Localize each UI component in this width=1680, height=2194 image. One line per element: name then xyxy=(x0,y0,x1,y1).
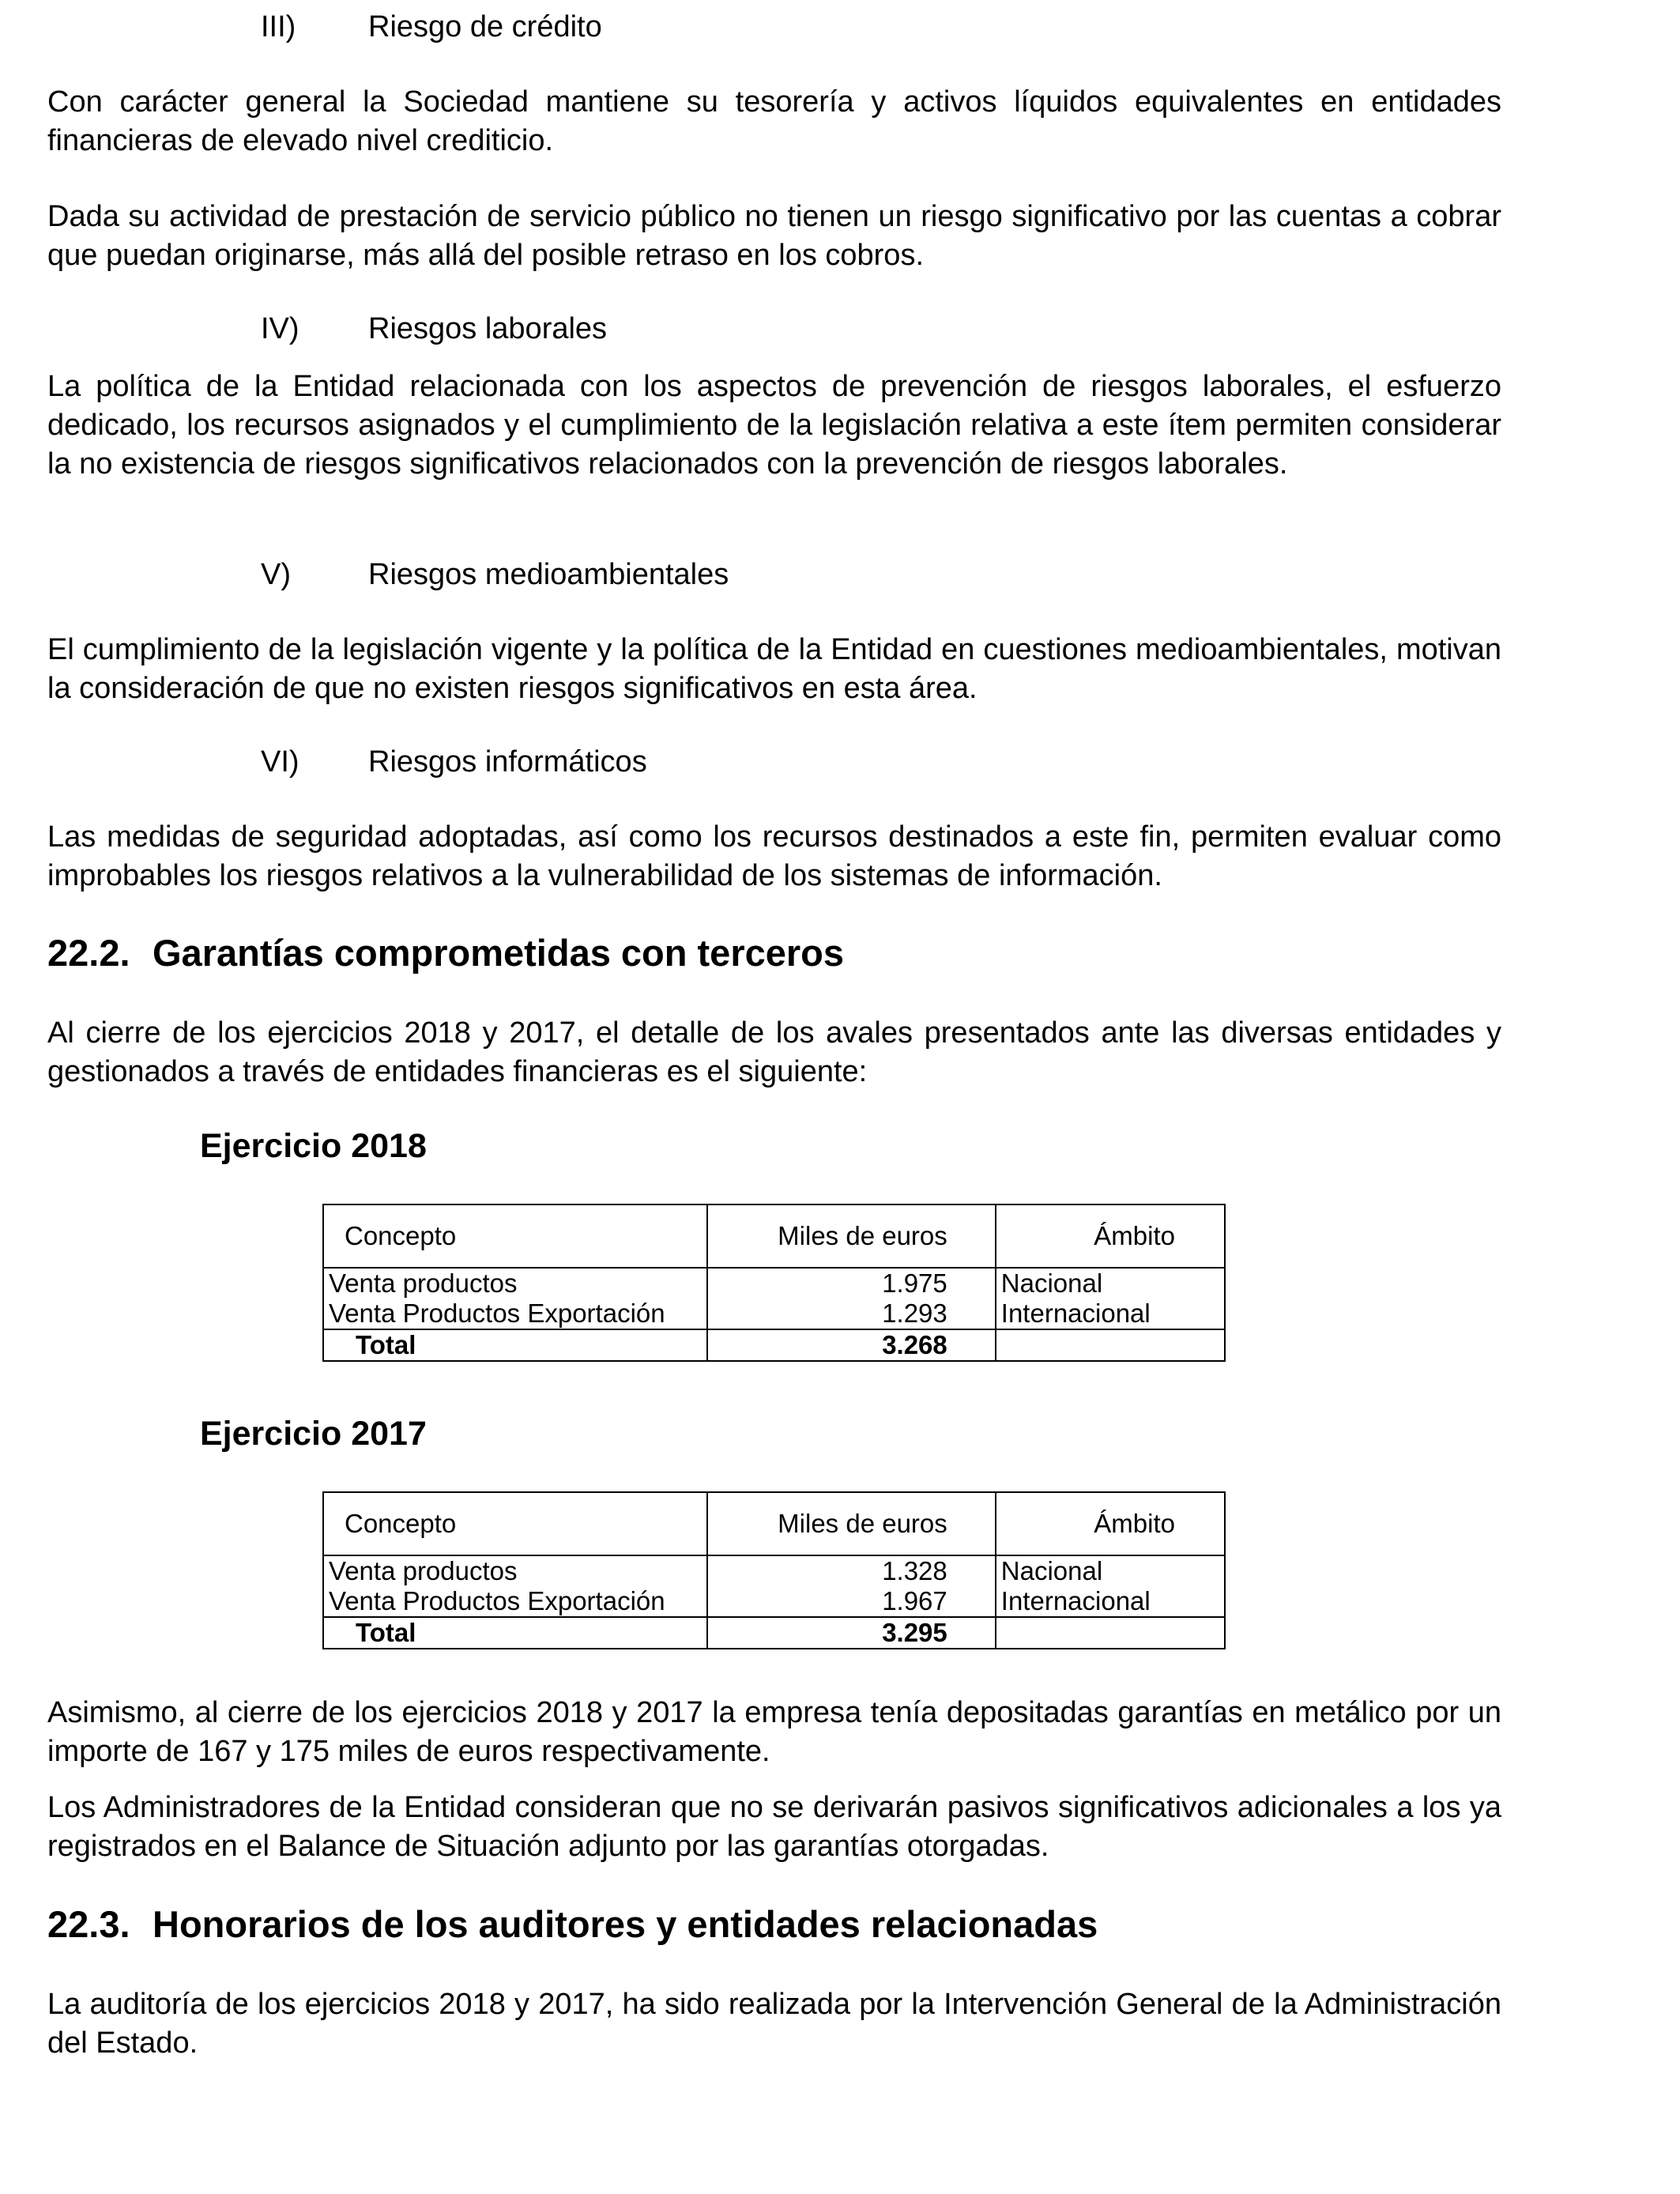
subsection-heading-labor-risk xyxy=(261,310,607,349)
year-heading-2018: Ejercicio 2018 xyxy=(200,1127,427,1165)
paragraph-auditors: La auditoría de los ejercicios 2018 y 2017, ha sido realizada por la Intervención General de la Administración del Estado. xyxy=(47,1988,1501,2060)
table-header-row xyxy=(323,1492,1225,1555)
scope-cell xyxy=(996,1268,1225,1329)
total-scope-empty xyxy=(996,1329,1225,1361)
section-number: 22.2. xyxy=(47,932,130,974)
total-scope-empty xyxy=(996,1617,1225,1649)
concept-value: Venta Productos Exportación xyxy=(329,1586,665,1615)
table-total-row xyxy=(323,1617,1225,1649)
paragraph-credit-1: Con carácter general la Sociedad mantiene su tesorería y activos líquidos equivalentes en entidades financieras de elevado nivel crediticio. xyxy=(47,85,1501,157)
section-title: Garantías comprometidas con terceros xyxy=(153,932,845,974)
paragraph-labor: La política de la Entidad relacionada con los aspectos de prevención de riesgos laborales, el esfuerzo dedicado, los recursos asignados y el cumplimiento de la legislación relativa a este ítem permiten considerar la no existencia de riesgos significativos relacionados con la prevención de riesgos laborales. xyxy=(47,370,1501,481)
subsection-number: VI) xyxy=(261,745,299,778)
total-amount: 3.268 xyxy=(707,1329,996,1361)
subsection-heading-environment-risk xyxy=(261,556,729,594)
amount-cell xyxy=(707,1555,996,1617)
table-header-row xyxy=(323,1204,1225,1268)
subsection-number: III) xyxy=(261,10,296,43)
table-row xyxy=(323,1268,1225,1329)
column-header-concept: Concepto xyxy=(323,1492,707,1555)
subsection-heading-credit-risk xyxy=(261,8,602,47)
concept-value: Venta productos xyxy=(329,1269,518,1298)
guarantees-table-2018 xyxy=(322,1204,1226,1362)
paragraph-guarantees-intro: Al cierre de los ejercicios 2018 y 2017, el detalle de los avales presentados ante las diversas entidades y gestionados a través de entidades financieras es el siguiente: xyxy=(47,1016,1501,1088)
scope-value: Internacional xyxy=(1000,1586,1151,1615)
scope-value: Nacional xyxy=(1000,1556,1103,1585)
scope-value: Nacional xyxy=(1000,1269,1103,1298)
concept-cell xyxy=(323,1555,707,1617)
paragraph-liabilities: Los Administradores de la Entidad consideran que no se derivarán pasivos significativos adicionales a los ya registrados en el Balance de Situación adjunto por las garantías otorgadas. xyxy=(47,1791,1501,1863)
amount-value: 1.967 xyxy=(882,1586,947,1615)
subsection-number: IV) xyxy=(261,312,299,345)
total-amount: 3.295 xyxy=(707,1617,996,1649)
section-number: 22.3. xyxy=(47,1903,130,1945)
column-header-scope: Ámbito xyxy=(996,1492,1225,1555)
subsection-heading-it-risk xyxy=(261,743,647,782)
table-total-row xyxy=(323,1329,1225,1361)
amount-cell xyxy=(707,1268,996,1329)
subsection-title: Riesgo de crédito xyxy=(368,10,602,43)
column-header-concept: Concepto xyxy=(323,1204,707,1268)
year-heading-2017: Ejercicio 2017 xyxy=(200,1415,427,1453)
table-row xyxy=(323,1555,1225,1617)
guarantees-table-2017 xyxy=(322,1491,1226,1649)
subsection-title: Riesgos laborales xyxy=(368,312,608,345)
column-header-scope: Ámbito xyxy=(996,1204,1225,1268)
subsection-title: Riesgos medioambientales xyxy=(368,558,729,591)
section-heading-auditors xyxy=(47,1902,1098,1947)
amount-value: 1.328 xyxy=(882,1556,947,1585)
amount-value: 1.975 xyxy=(882,1269,947,1298)
total-label: Total xyxy=(323,1329,707,1361)
scope-value: Internacional xyxy=(1000,1299,1151,1328)
amount-value: 1.293 xyxy=(882,1299,947,1328)
concept-cell xyxy=(323,1268,707,1329)
section-heading-guarantees xyxy=(47,931,844,975)
subsection-title: Riesgos informáticos xyxy=(368,745,647,778)
subsection-number: V) xyxy=(261,558,291,591)
paragraph-it: Las medidas de seguridad adoptadas, así como los recursos destinados a este fin, permiten evaluar como improbables los riesgos relativos a la vulnerabilidad de los sistemas de información. xyxy=(47,820,1501,892)
concept-value: Venta productos xyxy=(329,1556,518,1585)
scope-cell xyxy=(996,1555,1225,1617)
concept-value: Venta Productos Exportación xyxy=(329,1299,665,1328)
column-header-amount: Miles de euros xyxy=(707,1204,996,1268)
total-label: Total xyxy=(323,1617,707,1649)
paragraph-environment: El cumplimiento de la legislación vigente y la política de la Entidad en cuestiones medioambientales, motivan la consideración de que no existen riesgos significativos en esta área. xyxy=(47,633,1501,705)
paragraph-deposits: Asimismo, al cierre de los ejercicios 2018 y 2017 la empresa tenía depositadas garantías en metálico por un importe de 167 y 175 miles de euros respectivamente. xyxy=(47,1696,1501,1768)
section-title: Honorarios de los auditores y entidades relacionadas xyxy=(153,1903,1098,1945)
paragraph-credit-2: Dada su actividad de prestación de servicio público no tienen un riesgo significativo por las cuentas a cobrar que puedan originarse, más allá del posible retraso en los cobros. xyxy=(47,200,1501,272)
column-header-amount: Miles de euros xyxy=(707,1492,996,1555)
